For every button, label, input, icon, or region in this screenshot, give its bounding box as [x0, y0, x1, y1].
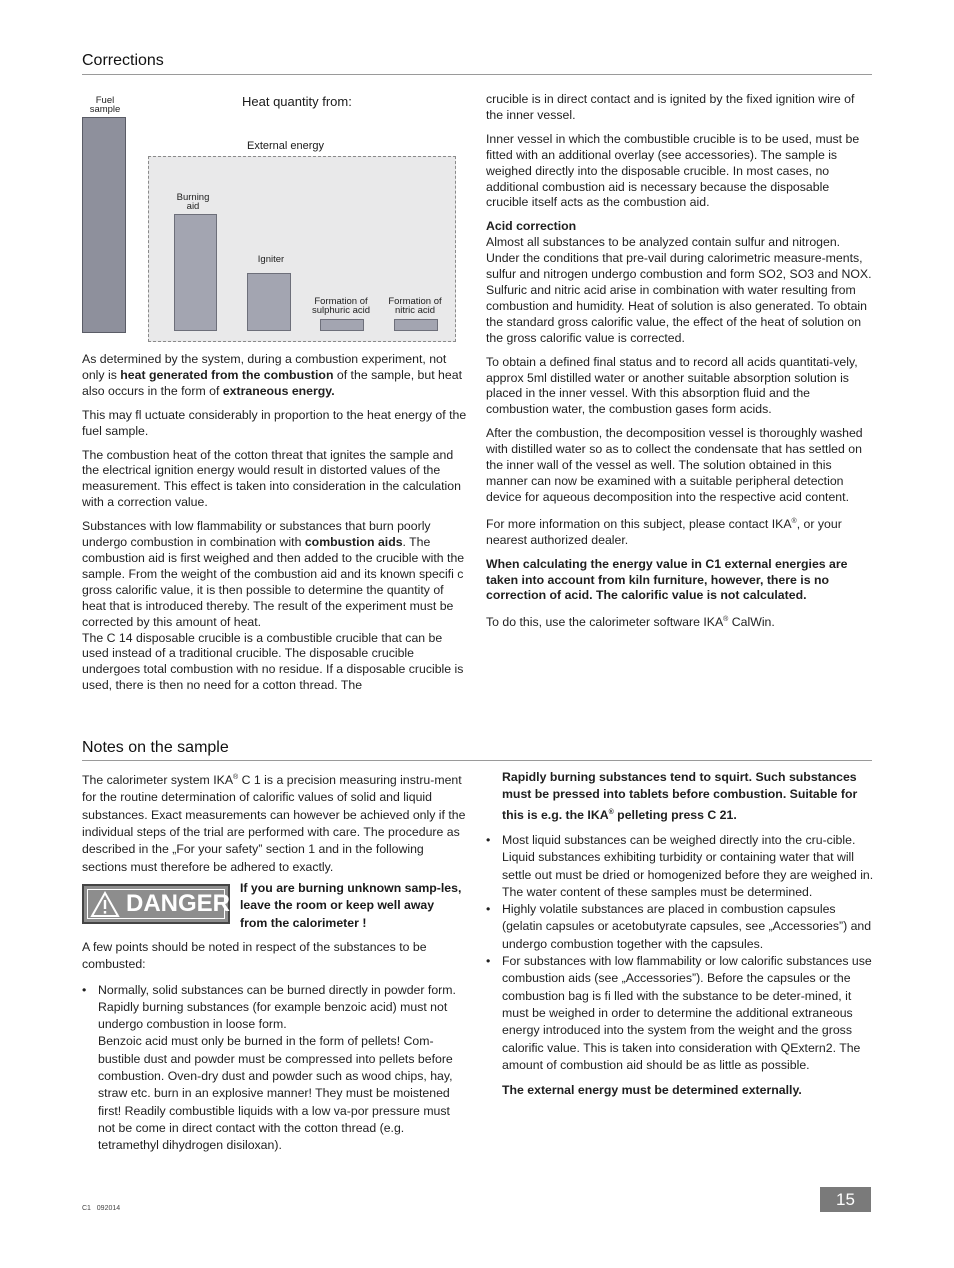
bold-text: Acid correction	[486, 219, 577, 234]
corrections-left-column	[82, 352, 468, 702]
paragraph: The external energy must be determined externally.	[502, 1083, 802, 1098]
bold-text: heat generated from the combustion	[120, 367, 334, 382]
list-item: • For substances with low flammability or low calorific substances use combustion aids (see „Accessories”). Before the capsules or the combustion bag is fi lled with the substance to be deter-mined, it must be weighed in order to determine the additional extraneous energy introduced into the system from the weight and the gross calorific value. This is taken into consideration with QExtern2. The amount of combustion aid should be as little as possible.	[486, 953, 874, 1074]
corrections-right-column	[486, 92, 874, 639]
section-title-notes: Notes on the sample	[82, 739, 229, 756]
paragraph	[486, 557, 874, 605]
burning-aid-bar	[174, 214, 217, 331]
text: C 1 is a precision measuring instru-ment for the routine determination of calorific values of solid and liquid substances. Exact measurements can however be achieved only if the individual steps of the trial are performed with care. The procedure as described in the „For your safety” section 1 and in the following sections must therefore be adhered to exactly.	[82, 773, 466, 874]
paragraph	[82, 519, 468, 630]
text: Rapidly burning substances tend to squirt. Such substances must be pressed into tablets before combustion. Suitable for this is e.g. the IKA	[502, 770, 858, 822]
paragraph: Inner vessel in which the combustible crucible is to be used, must be fitted with an additional overlay (see accessories). The sample is weighed directly into the disposable crucible. In most cases, no additional combustion aid is necessary because the disposable crucible itself acts as the combustion aid.	[486, 131, 860, 210]
notes-left-column-continued	[82, 939, 468, 1155]
sulphuric-acid-bar	[320, 319, 364, 331]
section-title-corrections: Corrections	[82, 52, 164, 69]
page-number: 15	[820, 1187, 871, 1212]
burning-aid-label-line2: aid	[186, 201, 200, 212]
sulphuric-acid-label	[302, 297, 380, 315]
danger-badge	[82, 884, 230, 924]
warning-triangle-icon	[90, 891, 120, 918]
fuel-sample-bar	[82, 117, 126, 333]
fuel-sample-label	[80, 96, 130, 114]
text: , or your nearest authorized dealer.	[486, 516, 842, 547]
section-divider	[82, 760, 872, 761]
text: CalWin.	[728, 615, 775, 630]
sulphuric-acid-label-line2: sulphuric acid	[311, 305, 371, 316]
registered-mark: ®	[608, 808, 614, 816]
text: To do this, use the calorimeter software IKA	[486, 615, 724, 630]
notes-left-column	[82, 769, 468, 884]
danger-label: DANGER	[126, 890, 231, 917]
registered-mark: ®	[791, 517, 797, 525]
danger-warning-text: If you are burning unknown samp-les, leave the room or keep well away from the calorimeter !	[240, 881, 462, 930]
igniter-bar	[247, 273, 291, 331]
text: . The combustion aid is first weighed and then added to the crucible with the sample. From the weight of the combustion aid and its known specifi c gross calorific value, it is then possible to determine the quantity of heat that is introduced thereby. The result of the experiment must be corrected by this amount of heat.	[82, 535, 465, 629]
nitric-acid-label	[378, 297, 452, 315]
paragraph: A few points should be noted in respect of the substances to be combusted:	[82, 940, 427, 972]
fuel-sample-label-line1: Fuel	[95, 95, 115, 106]
text: The calorimeter system IKA	[82, 773, 234, 788]
registered-mark: ®	[233, 774, 239, 781]
nitric-acid-bar	[394, 319, 438, 331]
paragraph: This may fl uctuate considerably in proportion to the heat energy of the fuel sample.	[82, 407, 467, 438]
nitric-acid-label-line2: nitric acid	[394, 305, 436, 316]
bold-text: extraneous energy.	[222, 383, 335, 398]
section-divider	[82, 74, 872, 75]
burning-aid-label-line1: Burning	[176, 192, 210, 203]
list-item	[82, 982, 468, 1155]
heat-quantity-label: Heat quantity from:	[242, 94, 352, 109]
text: Benzoic acid must only be burned in the form of pellets! Com-bustible dust and powder must be compressed into pellets before combustion. Oven-dry dust and powder such as wood chips, hay, straw etc. burn in an explosive manner! They must be moistened first! Readily combustible liquids with a low va-por pressure must not be come in direct contact with the cotton thread (e.g. tetramethyl dihydrogen disiloxan).	[98, 1034, 453, 1153]
paragraph	[502, 769, 874, 824]
document-code: C1 092014	[82, 1205, 121, 1212]
paragraph	[82, 769, 468, 876]
paragraph: To obtain a defined final status and to record all acids quantitati-vely, approx 5ml distilled water or another suitable absorption solution is placed in the inner vessel. With this absorption fluid and the combustion water, the combustion gases form acids.	[486, 354, 858, 417]
text: • Normally, solid substances can be burned directly in powder form. Rapidly burning substances (for example benzoic acid) must not undergo combustion in loose form.	[98, 982, 456, 1032]
text: Substances with low flammability or substances that burn poorly undergo combustion in combination with	[82, 519, 431, 550]
bullet-list	[82, 982, 468, 1155]
text: For more information on this subject, please contact IKA	[486, 516, 792, 531]
paragraph	[486, 612, 874, 631]
list-item: • Most liquid substances can be weighed directly into the cru-cible. Liquid substances exhibiting turbidity or containing water that will settle out must be dried or homogenized before they are weighed in. The water content of these samples must be determined.	[486, 832, 874, 901]
bold-text: combustion aids	[304, 535, 403, 550]
fuel-sample-label-line2: sample	[89, 104, 121, 115]
paragraph: After the combustion, the decomposition vessel is thoroughly washed with distilled water so as to collect the condensate that has settled on the inner wall of the vessel as well. The solution obtained in this manner can now be examined with a suitable peripheral detection device for aqueous decomposition into the respective acid content.	[486, 426, 863, 504]
list-item: • Highly volatile substances are placed in combustion capsules (gelatin capsules or acetobutyrate capsules, see „Accessories”) and undergo combustion together with the capsules.	[486, 901, 874, 953]
text: As determined by the system, during a combustion experiment, not only is	[82, 352, 447, 382]
bold-text: When calculating the energy value in C1 external energies are taken into account from kiln furniture, however, there is no correction of acid. The calorific value is not calculated.	[486, 556, 848, 603]
paragraph	[82, 352, 468, 400]
paragraph: Almost all substances to be analyzed contain sulfur and nitrogen. Under the conditions that pre-vail during calorimetric measure-ments, sulfur and nitrogen undergo combustion and form SO2, SO3 and NOX. Sulfuric and nitric acid arise in combination with water resulting from combustion and humidity. Heat of solution is also generated. To obtain the standard gross calorific value, the effect of the heat of solution on the gross calorific value is corrected.	[486, 235, 872, 345]
sulphuric-acid-label-line1: Formation of	[314, 296, 368, 307]
text: pelleting press C 21.	[613, 807, 737, 822]
notes-right-column	[486, 769, 874, 1099]
external-energy-label: External energy	[247, 140, 325, 152]
heat-quantity-figure	[80, 92, 460, 347]
bullet-list	[486, 832, 874, 1074]
paragraph: crucible is in direct contact and is ignited by the fixed ignition wire of the inner vessel.	[486, 92, 855, 122]
nitric-acid-label-line1: Formation of	[388, 296, 442, 307]
igniter-label: Igniter	[257, 254, 285, 265]
burning-aid-label	[168, 193, 218, 211]
acid-correction-heading	[486, 219, 874, 235]
paragraph: The combustion heat of the cotton threat that ignites the sample and the electrical ignition energy would result in distorted values of the measurement. This effect is taken into consideration in the calculation with a correction value.	[82, 447, 461, 510]
paragraph: The C 14 disposable crucible is a combustible crucible that can be used instead of a traditional crucible. The disposable crucible undergoes total combustion with no residue. If a disposable crucible is used, there is then no need for a cotton thread. The	[82, 630, 464, 693]
paragraph	[486, 514, 874, 549]
registered-mark: ®	[723, 616, 729, 624]
text: of the sample, but heat also occurs in the form of	[82, 367, 462, 398]
